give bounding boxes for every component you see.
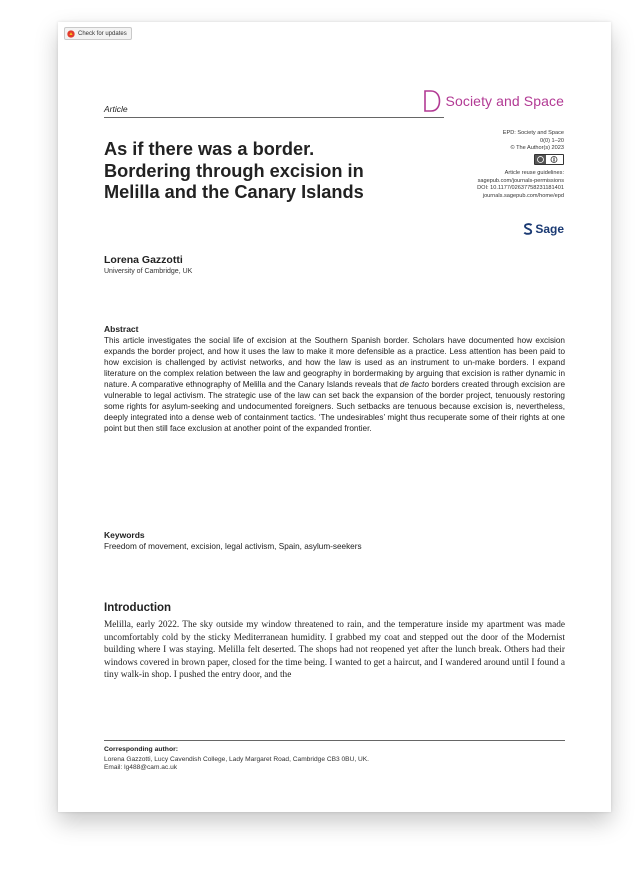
- corresponding-author-heading: Corresponding author:: [104, 746, 179, 753]
- doi[interactable]: DOI: 10.1177/02637758231181401: [477, 185, 564, 192]
- journal-homepage-link[interactable]: journals.sagepub.com/home/epd: [482, 192, 564, 199]
- abstract-heading: Abstract: [104, 324, 139, 334]
- title-line: As if there was a border.: [104, 139, 315, 159]
- article-title: [104, 139, 394, 204]
- copyright: © The Author(s) 2023: [510, 145, 564, 152]
- introduction-text: Melilla, early 2022. The sky outside my window threatened to rain, and the temperature inside my apartment was made uncomfortably cold by the sticky Mediterranean humidity. I grabbed my coat and stepped out the door of the Modernist building where I was staying. Melilla felt deserted. The shops had not reopened yet after the lunch break. Others had their windows covered in brown paper, closed for the time being. I wanted to get a haircut, and I wandered around until I found a tiny walk-in shop. I pushed the entry door, and the: [104, 620, 565, 680]
- title-line: Melilla and the Canary Islands: [104, 182, 364, 202]
- abstract-italic-term: de facto: [399, 380, 430, 389]
- reuse-guidelines-link[interactable]: sagepub.com/journals-permissions: [477, 177, 564, 184]
- header-rule: [104, 117, 444, 118]
- title-line: Bordering through excision in: [104, 160, 364, 181]
- journal-name: Society and Space: [445, 93, 564, 109]
- abstract-text: This article investigates the social life of excision at the Southern Spanish border. Scholars have documented how excision expands the border project, and how it uses the law to make it more defensible as a practice. Less attention has been paid to how excision is challenged by activist networks, and how the law is used as an instrument to un-make borders. I expand literature on the complex relation between the law and geography in bordermaking by arguing that excision is rather dynamic in nature. A comparative ethnography of Melilla and the Canary Islands reveals that de facto borders created through excision are vulnerable to legal activism. The strategic use of the law can set back the expansion of the border project, tenuously restoring some rights for asylum-seeking and undocumented foreigners. Such setbacks are tenuous because excision is, nevertheless, deeply integrated into a dense web of containment tactics. ‘The undesirables’ might thus recuperate some of their rights at one point but then still face exclusion at another point of the expanded frontier.: [104, 336, 566, 433]
- author-affiliation: University of Cambridge, UK: [104, 268, 193, 275]
- creative-commons-icon: [534, 154, 564, 165]
- corresponding-author-email[interactable]: Email: lg488@cam.ac.uk: [104, 764, 178, 771]
- journal-brand: [423, 90, 564, 112]
- corresponding-author-address: Lorena Gazzotti, Lucy Cavendish College, Lady Margaret Road, Cambridge CB3 0BU, UK.: [104, 756, 369, 763]
- sage-logo-icon: [523, 223, 533, 235]
- reuse-guidelines-label: Article reuse guidelines:: [504, 169, 564, 176]
- publisher-name: Sage: [535, 222, 564, 236]
- introduction-heading: Introduction: [104, 602, 172, 614]
- article-type-label: Article: [104, 104, 128, 114]
- keywords-heading: Keywords: [104, 530, 145, 540]
- page-range: 0(0) 1–20: [540, 137, 564, 144]
- check-for-updates-icon: [67, 30, 75, 38]
- keywords-text: Freedom of movement, excision, legal activism, Spain, asylum-seekers: [104, 542, 362, 551]
- publisher-logo: [523, 222, 564, 236]
- check-for-updates-label: Check for updates: [78, 30, 127, 37]
- paper-page: [58, 22, 611, 812]
- journal-logo-icon: [423, 90, 441, 112]
- journal-short-name: EPD: Society and Space: [502, 130, 564, 136]
- check-for-updates-badge[interactable]: [64, 27, 132, 40]
- article-metadata: [477, 130, 564, 201]
- footnote-rule: [104, 740, 565, 741]
- author-name: Lorena Gazzotti: [104, 254, 183, 266]
